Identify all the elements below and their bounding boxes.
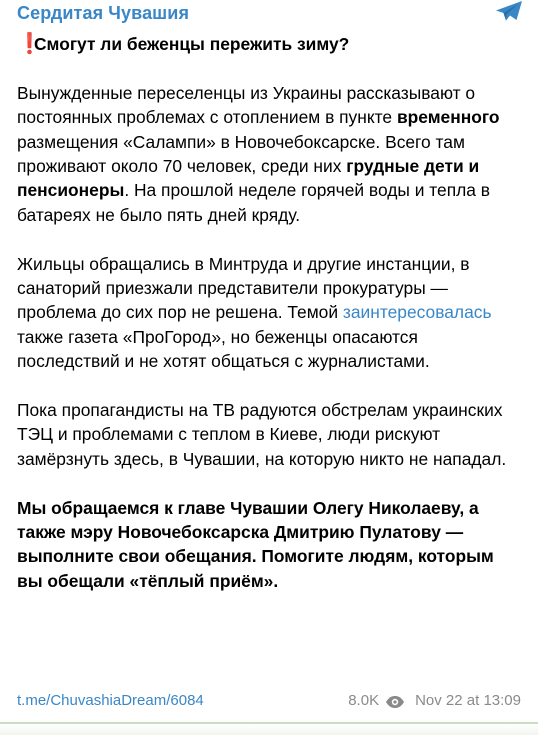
p1-text-c: размещения «Салампи» в Новочебоксарске. Всего там проживают около 70 человек, среди них bbox=[17, 131, 465, 177]
message-footer bbox=[17, 690, 521, 712]
p1-bold-children: грудные дети и пенсионеры bbox=[17, 156, 480, 201]
post-headline bbox=[17, 32, 522, 56]
p1-text-e: . На прошлой неделе горячей воды и тепла в батареях не было пять дней кряду. bbox=[17, 180, 491, 225]
telegram-share-icon[interactable] bbox=[494, 0, 524, 22]
exclamation-icon: ❗ bbox=[17, 33, 42, 55]
paragraph-3: Пока пропагандисты на ТВ радуются обстрелам украинских ТЭЦ и проблемами с теплом в Киеве, люди рискуют замёрзнуть здесь, в Чувашии, на которую никто не нападал. bbox=[17, 400, 507, 469]
p2-text-a: Жильцы обращались в Минтруда и другие инстанции, в санаторий приезжали представители прокуратуры — проблема до сих пор не решена. Темой bbox=[17, 253, 470, 323]
interested-link[interactable]: заинтересовалась bbox=[342, 302, 492, 323]
card-bottom-edge bbox=[0, 722, 538, 735]
paragraph-1 bbox=[17, 81, 522, 227]
p1-bold-temporary: временного bbox=[396, 107, 500, 128]
headline-text: Смогут ли беженцы пережить зиму? bbox=[34, 34, 350, 54]
post-link[interactable]: t.me/ChuvashiaDream/6084 bbox=[17, 692, 204, 709]
eye-icon bbox=[385, 694, 405, 708]
paragraph-4: Мы обращаемся к главе Чувашии Олегу Николаеву, а также мэру Новочебоксарска Дмитрию Пулатову — выполните свои обещания. Помогите людям, которым вы обещали «тёплый приём». bbox=[17, 497, 494, 591]
message-meta bbox=[348, 690, 521, 712]
message-text bbox=[17, 32, 522, 593]
view-count: 8.0K bbox=[348, 692, 380, 709]
paragraph-2 bbox=[17, 252, 522, 374]
post-date: Nov 22 at 13:09 bbox=[415, 692, 521, 709]
p2-text-c: также газета «ПроГород», но беженцы опасаются последствий и не хотят общаться с журналистами. bbox=[17, 326, 430, 372]
channel-name[interactable]: Сердитая Чувашия bbox=[17, 3, 190, 23]
p1-text-a: Вынужденные переселенцы из Украины рассказывают о постоянных проблемах с отоплением в пункте bbox=[17, 82, 476, 128]
